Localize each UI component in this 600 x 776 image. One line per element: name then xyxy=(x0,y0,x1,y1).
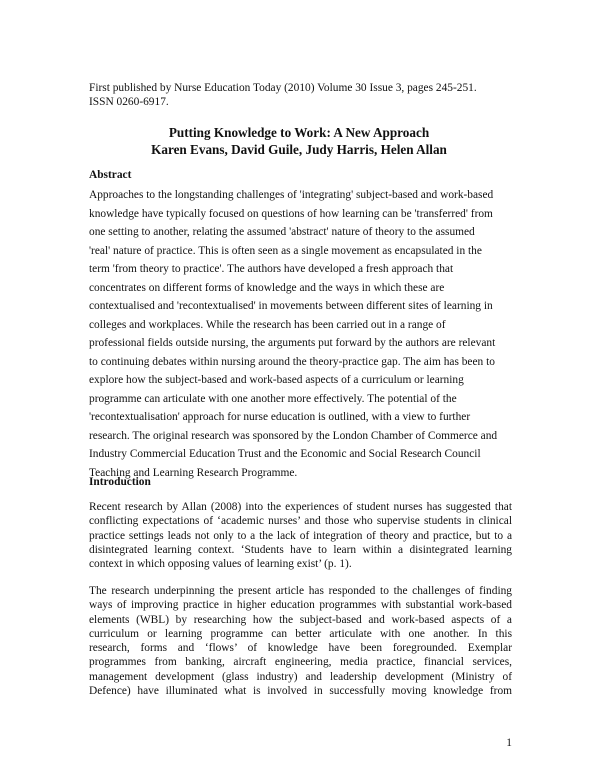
paragraph-line: conflicting expectations of ‘academic nurses’ and those who supervise students in clinical xyxy=(89,515,512,528)
introduction-paragraph-1 xyxy=(89,500,512,571)
paragraph-line: The research underpinning the present article has responded to the challenges of finding xyxy=(89,585,512,597)
publication-line: ISSN 0260-6917. xyxy=(89,95,169,108)
abstract-line: term 'from theory to practice'. The authors have developed a fresh approach that xyxy=(89,263,454,275)
abstract-line: knowledge have typically focused on questions of how learning can be 'transferred' from xyxy=(89,207,493,220)
abstract-body xyxy=(89,186,519,482)
abstract-line: explore how the subject-based and work-based aspects of a curriculum or learning xyxy=(89,374,464,386)
page-number: 1 xyxy=(506,737,512,749)
introduction-heading: Introduction xyxy=(89,476,151,488)
publication-info xyxy=(89,82,529,109)
abstract-line: research. The original research was sponsored by the London Chamber of Commerce and xyxy=(89,429,498,442)
abstract-line: concentrates on different forms of knowledge and the ways in which these are xyxy=(89,281,445,294)
paragraph-line: Defence) have illuminated what is involved in successfully moving knowledge from xyxy=(89,685,512,698)
introduction-paragraph-2 xyxy=(89,584,512,698)
paper-title: Putting Knowledge to Work: A New Approach xyxy=(168,125,430,140)
abstract-line: Teaching and Learning Research Programme. xyxy=(89,466,298,479)
abstract-line: Approaches to the longstanding challenges of 'integrating' subject-based and work-based xyxy=(89,189,494,201)
paragraph-line: Recent research by Allan (2008) into the experiences of student nurses has suggested that xyxy=(89,501,512,513)
abstract-line: colleges and workplaces. While the research has been carried out in a range of xyxy=(89,318,446,331)
paragraph-line: practice settings leads not only to a the lack of integration of theory and practice, but to a xyxy=(89,529,512,542)
abstract-line: 'recontextualisation' approach for nurse education is outlined, with a view to further xyxy=(89,411,471,423)
abstract-line: Industry Commercial Education Trust and the Economic and Social Research Council xyxy=(89,448,481,460)
abstract-line: to continuing debates within nursing around the theory-practice gap. The aim has been to xyxy=(89,355,495,368)
abstract-line: contextualised and 'recontextualised' in movements between different sites of learning in xyxy=(89,300,493,312)
paragraph-line: context in which opposing values of learning exist’ (p. 1). xyxy=(89,558,352,571)
abstract-line: one setting to another, relating the assumed 'abstract' nature of theory to the assumed xyxy=(89,226,475,238)
abstract-line: professional fields outside nursing, the arguments put forward by the authors are relevant xyxy=(89,337,496,349)
abstract-line: 'real' nature of practice. This is often seen as a single movement as encapsulated in the xyxy=(89,244,482,257)
paragraph-line: management development (glass industry) and leadership development (Ministry of xyxy=(89,670,512,683)
paragraph-line: ways of improving practice in higher education programmes with substantial work-based xyxy=(89,599,512,612)
paragraph-line: research, forms and ‘flows’ of knowledge have been foregrounded. Exemplar xyxy=(89,642,512,655)
abstract-heading: Abstract xyxy=(89,169,132,181)
publication-line: First published by Nurse Education Today (2010) Volume 30 Issue 3, pages 245-251. xyxy=(89,82,477,94)
paper-authors: Karen Evans, David Guile, Judy Harris, Helen Allan xyxy=(151,142,447,157)
paragraph-line: programmes from banking, aircraft engineering, media practice, financial services, xyxy=(89,656,512,669)
abstract-line: programme can articulate with one another more effectively. The potential of the xyxy=(89,392,457,405)
paragraph-line: curriculum or learning programme can better articulate with one another. In this xyxy=(89,627,512,640)
paragraph-line: elements (WBL) by researching how the subject-based and work-based aspects of a xyxy=(89,613,512,626)
paragraph-line: disintegrated learning context. ‘Students have to learn within a disintegrated learning xyxy=(89,543,512,556)
